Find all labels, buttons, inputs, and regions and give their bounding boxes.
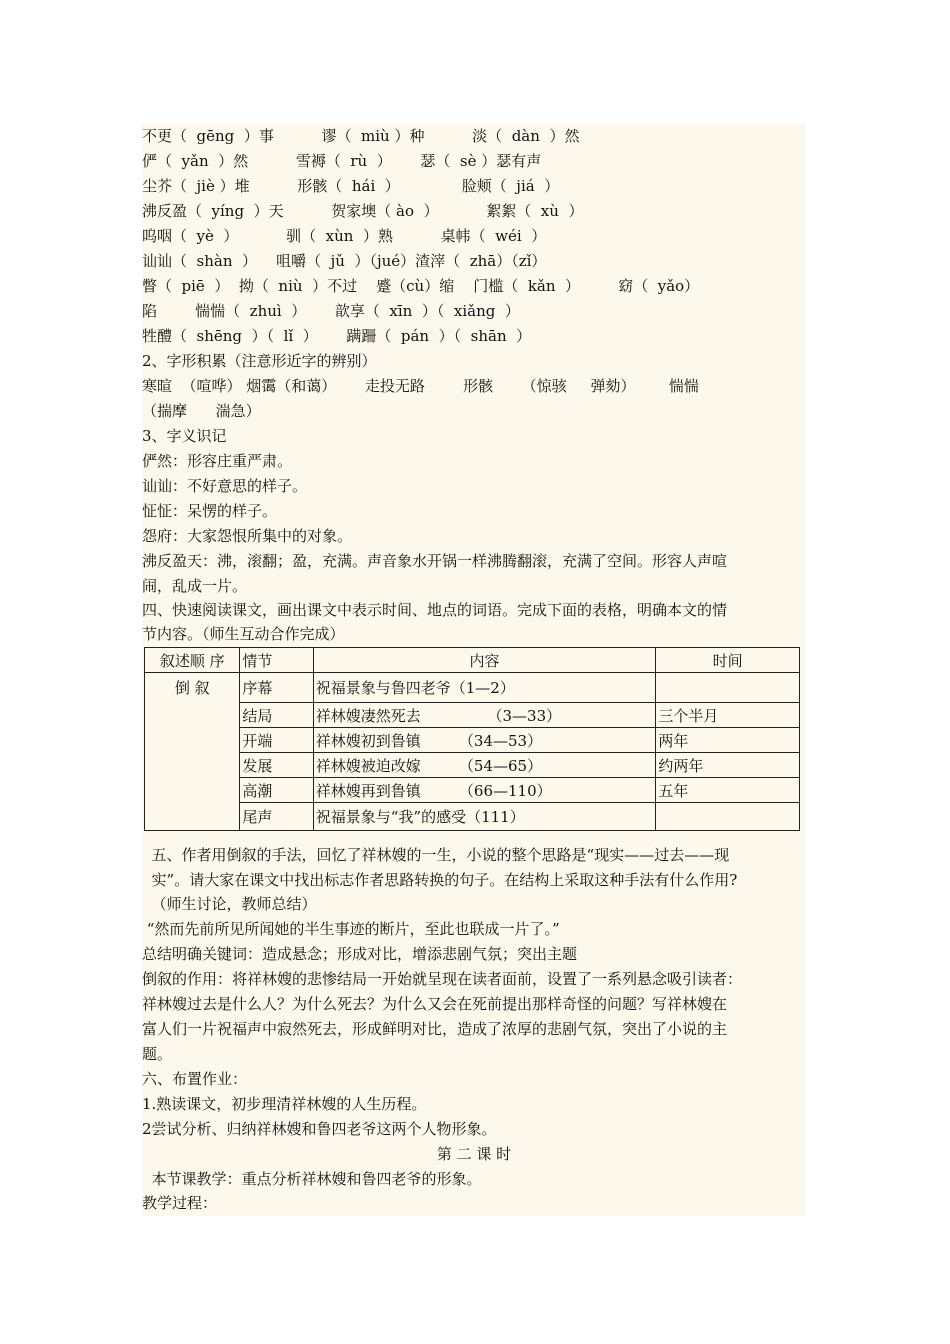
function-line-3: 富人们一片祝福声中寂然死去，形成鲜明对比，造成了浓厚的悲剧气氛，突出了小说的主: [142, 1020, 728, 1038]
section-heading-4-cont: 节内容。（师生互动合作完成）: [142, 625, 345, 643]
header-content: 内容: [313, 648, 656, 673]
homework-1: 1.熟读课文，初步理清祥林嫂的人生历程。: [142, 1095, 427, 1113]
meaning-line-3: 怔怔：呆愣的样子。: [142, 502, 278, 520]
document-page: [142, 124, 806, 1216]
section-heading-4: 四、快速阅读课文，画出课文中表示时间、地点的词语。完成下面的表格，明确本文的情: [142, 601, 728, 619]
plot-cell: 开端: [240, 728, 313, 753]
plot-cell: 发展: [240, 753, 313, 778]
meaning-line-1: 俨然：形容庄重严肃。: [142, 452, 293, 470]
meaning-line-4: 怨府：大家怨恨所集中的对象。: [142, 527, 353, 545]
lesson-title: 第 二 课 时: [436, 1145, 512, 1163]
table-header-row: [145, 648, 800, 673]
time-cell: 两年: [656, 728, 800, 753]
pinyin-line-8: 陷 惴惴（ zhuì ） 歆享（ xīn ）（ xiǎng ）: [142, 302, 520, 320]
plot-cell: 尾声: [240, 803, 313, 831]
section-heading-3: 3、字义识记: [142, 427, 227, 445]
content-cell: 祝福景象与鲁四老爷（1—2）: [313, 673, 656, 703]
function-line-1: 倒叙的作用：将祥林嫂的悲惨结局一开始就呈现在读者面前，设置了一系列悬念吸引读者：: [142, 970, 743, 988]
quote-line: “然而先前所见所闻她的半生事迹的断片，至此也联成一片了。”: [142, 920, 560, 938]
content-cell: 祥林嫂凄然死去 （3—33）: [313, 703, 656, 728]
pinyin-line-9: 牲醴（ shēng ）（ lǐ ） 蹒跚（ pán ）（ shān ）: [142, 327, 532, 345]
pinyin-line-7: 瞥（ piē ） 拗（ niù ）不过 蹙（cù）缩 门槛（ kǎn ） 窈（ yǎo）: [142, 277, 700, 295]
glyph-line-2: （揣摩 湍急）: [142, 402, 261, 420]
pinyin-line-3: 尘芥（ jiè ）堆 形骸（ hái ） 脸颊（ jiá ）: [142, 177, 560, 195]
table-row: [145, 703, 800, 728]
header-plot: 情节: [240, 648, 313, 673]
table-row: [145, 728, 800, 753]
time-cell: 约两年: [656, 753, 800, 778]
meaning-line-2: 讪讪：不好意思的样子。: [142, 477, 308, 495]
time-cell: [656, 673, 800, 703]
pinyin-line-5: 呜咽（ yè ） 驯（ xùn ）熟 桌帏（ wéi ）: [142, 227, 547, 245]
plot-table: [144, 647, 800, 831]
content-cell: 祥林嫂初到鲁镇 （34—53）: [313, 728, 656, 753]
section-5-line-2: 实”。请大家在课文中找出标志作者思路转换的句子。在结构上采取这种手法有什么作用?: [142, 871, 738, 889]
plot-cell: 结局: [240, 703, 313, 728]
table-row: [145, 753, 800, 778]
header-time: 时间: [656, 648, 800, 673]
order-label: 倒 叙: [145, 673, 240, 831]
function-line-2: 祥林嫂过去是什么人？为什么死去？为什么又会在死前提出那样奇怪的问题？写祥林嫂在: [142, 995, 728, 1013]
meaning-line-6: 闹，乱成一片。: [142, 577, 248, 595]
meaning-line-5: 沸反盈天：沸，滚翻；盈，充满。声音象水开锅一样沸腾翻滚，充满了空间。形容人声喧: [142, 552, 728, 570]
time-cell: [656, 803, 800, 831]
section-heading-6: 六、布置作业：: [142, 1070, 248, 1088]
time-cell: 三个半月: [656, 703, 800, 728]
pinyin-line-2: 俨（ yǎn ）然 雪褥（ rù ） 瑟（ sè ）瑟有声: [142, 152, 542, 170]
keywords-line: 总结明确关键词：造成悬念；形成对比，增添悲剧气氛；突出主题: [142, 945, 578, 963]
homework-2: 2尝试分析、归纳祥林嫂和鲁四老爷这两个人物形象。: [142, 1120, 497, 1138]
content-cell: 祥林嫂被迫改嫁 （54—65）: [313, 753, 656, 778]
pinyin-line-1: 不更（ gēng ）事 谬（ miù ）种 淡（ dàn ）然: [142, 127, 580, 145]
plot-cell: 高潮: [240, 778, 313, 803]
section-heading-2: 2、字形积累（注意形近字的辨别）: [142, 352, 377, 370]
teaching-process: 教学过程：: [142, 1194, 218, 1212]
header-order: 叙述顺 序: [145, 648, 240, 673]
glyph-line-1: 寒暄 （喧哗） 烟霭（和蔼） 走投无路 形骸 （惊骇 弹劾） 惴惴: [142, 377, 699, 395]
section-heading-5: 五、作者用倒叙的手法，回忆了祥林嫂的一生，小说的整个思路是“现实——过去——现: [142, 846, 730, 864]
table-row: [145, 673, 800, 703]
time-cell: 五年: [656, 778, 800, 803]
content-cell: 祥林嫂再到鲁镇 （66—110）: [313, 778, 656, 803]
table-row: [145, 803, 800, 831]
pinyin-line-4: 沸反盈（ yíng ）天 贺家墺（ ào ） 絮絮（ xù ）: [142, 202, 584, 220]
plot-cell: 序幕: [240, 673, 313, 703]
pinyin-line-6: 讪讪（ shàn ） 咀嚼（ jǔ ）（jué）渣滓（ zhā）（zǐ）: [142, 252, 547, 270]
section-5-line-3: （师生讨论，教师总结）: [142, 895, 317, 913]
function-line-4: 题。: [142, 1045, 173, 1063]
content-cell: 祝福景象与“我”的感受（111）: [313, 803, 656, 831]
table-row: [145, 778, 800, 803]
lesson-focus: 本节课教学：重点分析祥林嫂和鲁四老爷的形象。: [142, 1170, 482, 1188]
